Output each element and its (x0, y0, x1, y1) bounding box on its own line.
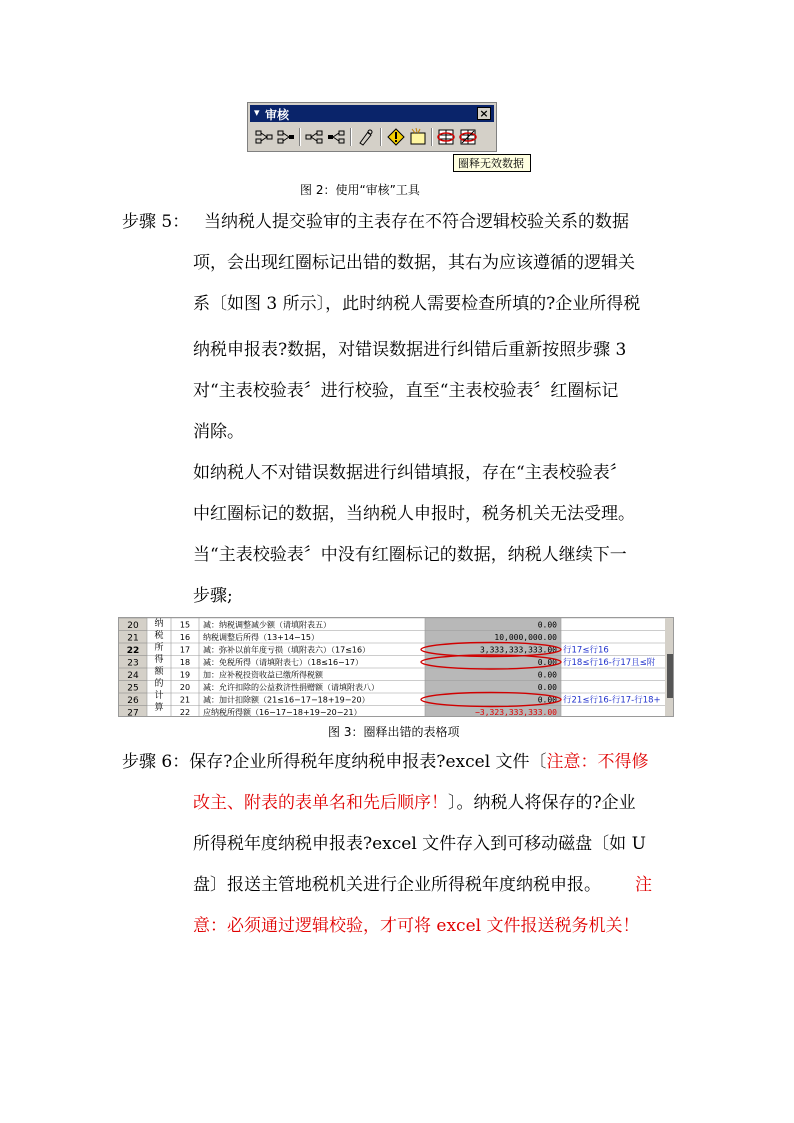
step6-text: 盘〕报送主管地税机关进行企业所得税年度纳税申报。 (193, 875, 601, 895)
category-char: 所 (154, 643, 164, 653)
toolbar-titlebar[interactable] (250, 105, 494, 122)
circle-invalid-data-icon[interactable] (436, 127, 456, 147)
toolbar-separator (431, 128, 433, 146)
item-label: 应纳税所得额（16−17−18+19−20−21） (203, 708, 362, 717)
row-number[interactable]: 21 (127, 633, 139, 644)
toolbar-icons (252, 125, 492, 149)
step5-line: 纳税申报表?数据，对错误数据进行纠错后重新按照步骤 3 (193, 340, 627, 360)
category-char: 税 (154, 631, 164, 641)
close-icon: × (479, 107, 489, 120)
row-number[interactable]: 23 (127, 658, 139, 669)
item-label: 减：允许扣除的公益救济性捐赠额（请填附表八） (203, 683, 379, 692)
line-number: 21 (179, 695, 191, 705)
step5-line: 步骤; (193, 586, 233, 606)
line-number: 15 (179, 620, 191, 630)
step6-line5: 意：必须通过逻辑校验，才可将 excel 文件报送税务机关！ (193, 916, 640, 936)
remove-dependents-icon[interactable] (326, 127, 346, 147)
category-char: 纳 (154, 619, 164, 629)
item-label: 纳税调整后所得（13+14−15） (203, 633, 319, 642)
row-number[interactable]: 26 (127, 696, 139, 706)
row-number[interactable]: 25 (127, 683, 139, 694)
rule-text: 行18≤行16-行17且≤附 (563, 658, 656, 668)
category-char: 的 (154, 679, 164, 689)
step6-line4 (193, 875, 652, 895)
close-button[interactable] (477, 107, 491, 120)
trace-dependents-icon[interactable] (304, 127, 324, 147)
rule-text: 行17≤行16 (563, 645, 609, 656)
item-label: 减：纳税调整减少额（请填附表五） (203, 620, 331, 630)
remove-arrows-icon[interactable] (356, 127, 376, 147)
line-number: 22 (179, 708, 191, 717)
row-number[interactable]: 22 (126, 646, 140, 656)
category-char: 计 (154, 691, 164, 701)
row-number[interactable]: 24 (127, 671, 139, 681)
step6-warning: 注意：不得修 (546, 752, 649, 772)
row-number[interactable]: 20 (127, 621, 139, 631)
item-label: 减：加计扣除额（21≤16−17−18+19−20） (203, 695, 370, 705)
item-label: 加：应补税投资收益已缴所得税额 (203, 670, 323, 680)
step5-line: 中红圈标记的数据，当纳税人申报时，税务机关无法受理。 (193, 504, 635, 524)
step5-line: 如纳税人不对错误数据进行纠错填报，存在“主表校验表〞 (193, 463, 627, 483)
item-label: 减：免税所得（请填附表七）（18≤16−17） (203, 658, 363, 667)
validation-sheet (118, 617, 674, 717)
toolbar-title: 审核 (265, 108, 290, 122)
value-cell[interactable]: 10,000,000.00 (494, 633, 557, 642)
dropdown-arrow-icon[interactable]: ▾ (254, 106, 260, 119)
remove-precedents-icon[interactable] (276, 127, 296, 147)
toolbar-separator (380, 128, 382, 146)
trace-precedents-icon[interactable] (254, 127, 274, 147)
value-cell[interactable]: 0.00 (537, 683, 557, 692)
value-cell[interactable]: 0.00 (537, 620, 557, 630)
trace-error-icon[interactable] (386, 127, 406, 147)
step6-warning: 改主、附表的表单名和先后顺序！ (193, 793, 448, 813)
rule-text: 行21≤行16-行17-行18+ (563, 695, 661, 706)
step6-warning: 注 (635, 875, 652, 895)
value-cell[interactable]: 0.00 (537, 670, 557, 680)
tooltip: 圈释无效数据 (453, 154, 531, 172)
value-cell[interactable]: −3,323,333,333.00 (475, 708, 557, 717)
toolbar-separator (350, 128, 352, 146)
line-number: 19 (179, 670, 191, 680)
step5-line: 系〔如图 3 所示〕，此时纳税人需要检查所填的?企业所得税 (193, 294, 641, 314)
step6-line3: 所得税年度纳税申报表?excel 文件存入到可移动磁盘〔如 U (193, 834, 646, 854)
step6-label: 步骤 6： (122, 752, 190, 772)
line-number: 17 (179, 645, 191, 655)
step5-line: 消除。 (193, 422, 244, 442)
figure2-caption: 图 2：使用“审核”工具 (300, 183, 420, 197)
step6-text: 〕。纳税人将保存的?企业 (448, 793, 636, 813)
new-comment-icon[interactable] (408, 127, 428, 147)
step5-line: 项，会出现红圈标记出错的数据，其右为应该遵循的逻辑关 (193, 253, 635, 273)
item-label: 减：弥补以前年度亏损（填附表六）（17≤16） (203, 645, 371, 655)
toolbar-separator (299, 128, 301, 146)
category-column (154, 618, 164, 713)
row-number[interactable]: 27 (127, 708, 139, 717)
scrollbar-thumb[interactable] (667, 654, 673, 698)
step6-line2 (193, 793, 636, 813)
value-cell[interactable]: 3,333,333,333.00 (479, 645, 557, 655)
category-char: 额 (154, 667, 164, 677)
category-char: 算 (154, 703, 164, 713)
line-number: 16 (179, 633, 191, 642)
step6-text: 保存?企业所得税年度纳税申报表?excel 文件〔 (189, 752, 547, 772)
step5-line: 对“主表校验表〞进行校验，直至“主表校验表〞红圈标记 (193, 381, 619, 401)
step6-line1 (122, 752, 649, 772)
step5-line: 当“主表校验表〞中没有红圈标记的数据，纳税人继续下一 (193, 545, 627, 565)
figure3-caption: 图 3：圈释出错的表格项 (328, 725, 460, 739)
category-char: 得 (154, 655, 164, 665)
value-cell[interactable]: 0.00 (537, 695, 557, 705)
step5-line: 当纳税人提交验审的主表存在不符合逻辑校验关系的数据 (204, 212, 629, 232)
line-number: 18 (179, 658, 191, 667)
clear-validation-circles-icon[interactable] (458, 127, 478, 147)
value-cell[interactable]: 0.00 (537, 658, 557, 667)
audit-toolbar (247, 102, 497, 152)
line-number: 20 (179, 683, 191, 692)
step5-label: 步骤 5： (122, 212, 190, 232)
